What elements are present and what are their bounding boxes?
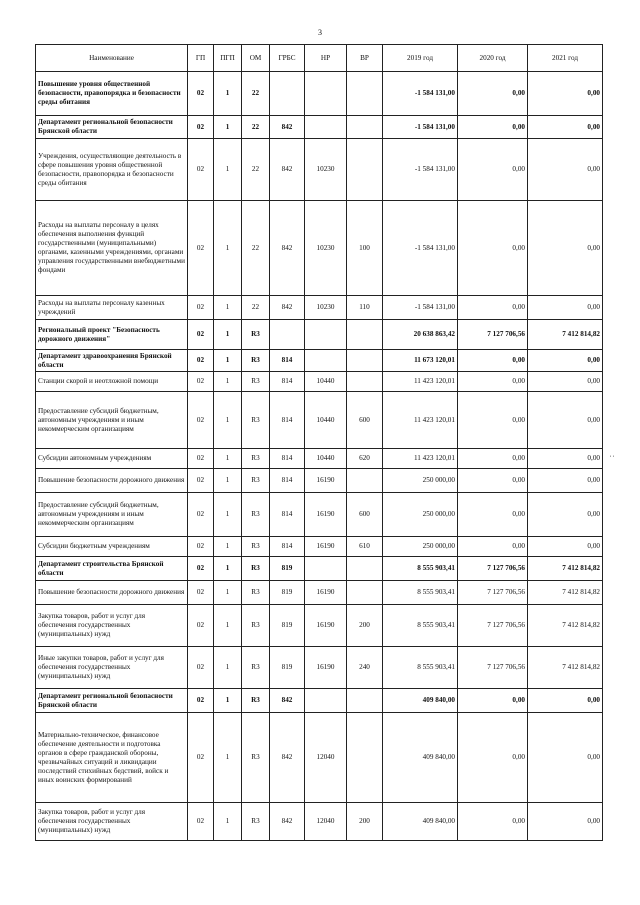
row-name: Субсидии автономным учреждениям (36, 449, 188, 469)
row-gp: 02 (188, 320, 214, 350)
row-gp: 02 (188, 605, 214, 647)
row-name: Предоставление субсидий бюджетным, автономным учреждениям и иным некоммерческим организациям (36, 493, 188, 537)
row-2019: 409 840,00 (383, 689, 458, 713)
row-nr (305, 557, 347, 581)
row-vr: 620 (347, 449, 383, 469)
page-number: 3 (318, 28, 322, 37)
row-pgp: 1 (214, 469, 242, 493)
row-gp: 02 (188, 139, 214, 201)
row-2021: 0,00 (528, 392, 603, 449)
row-2019: 11 673 120,01 (383, 350, 458, 372)
row-om: R3 (242, 320, 270, 350)
table-row (36, 647, 603, 689)
row-vr: 200 (347, 605, 383, 647)
row-name: Региональный проект "Безопасность дорожного движения" (36, 320, 188, 350)
table-row (36, 581, 603, 605)
row-grbs: 842 (270, 803, 305, 841)
row-2021: 0,00 (528, 116, 603, 139)
row-pgp: 1 (214, 296, 242, 320)
row-nr: 12040 (305, 803, 347, 841)
row-pgp: 1 (214, 557, 242, 581)
row-2019: 250 000,00 (383, 469, 458, 493)
row-2020: 0,00 (458, 537, 528, 557)
row-name: Учреждения, осуществляющие деятельность в сфере повышения уровня общественной безопасности, правопорядка и безопасности среды обитания (36, 139, 188, 201)
row-vr (347, 469, 383, 493)
row-2020: 0,00 (458, 116, 528, 139)
row-nr: 16190 (305, 581, 347, 605)
row-pgp: 1 (214, 581, 242, 605)
row-nr: 12040 (305, 713, 347, 803)
row-vr (347, 139, 383, 201)
row-vr (347, 72, 383, 116)
row-pgp: 1 (214, 139, 242, 201)
row-pgp: 1 (214, 537, 242, 557)
row-name: Повышение безопасности дорожного движения (36, 469, 188, 493)
row-om: 22 (242, 116, 270, 139)
row-2020: 7 127 706,56 (458, 557, 528, 581)
row-grbs: 814 (270, 372, 305, 392)
row-om: R3 (242, 803, 270, 841)
row-2019: 11 423 120,01 (383, 372, 458, 392)
row-om: R3 (242, 689, 270, 713)
row-2021: 0,00 (528, 537, 603, 557)
row-2020: 0,00 (458, 372, 528, 392)
row-om: R3 (242, 449, 270, 469)
row-gp: 02 (188, 647, 214, 689)
row-om: 22 (242, 72, 270, 116)
row-2020: 7 127 706,56 (458, 320, 528, 350)
table-row (36, 372, 603, 392)
table-row (36, 537, 603, 557)
row-2020: 7 127 706,56 (458, 647, 528, 689)
row-nr: 10230 (305, 139, 347, 201)
row-pgp: 1 (214, 493, 242, 537)
row-2019: -1 584 131,00 (383, 116, 458, 139)
row-2021: 0,00 (528, 139, 603, 201)
row-2021: 0,00 (528, 493, 603, 537)
row-2020: 0,00 (458, 392, 528, 449)
table-row (36, 449, 603, 469)
table-row (36, 72, 603, 116)
row-gp: 02 (188, 72, 214, 116)
row-2021: 7 412 814,82 (528, 647, 603, 689)
row-nr: 16190 (305, 469, 347, 493)
row-nr (305, 320, 347, 350)
row-om: R3 (242, 557, 270, 581)
row-pgp: 1 (214, 449, 242, 469)
table-row (36, 116, 603, 139)
row-gp: 02 (188, 372, 214, 392)
header-2019: 2019 год (383, 45, 458, 72)
row-2021: 0,00 (528, 713, 603, 803)
row-2021: 0,00 (528, 469, 603, 493)
row-vr: 600 (347, 493, 383, 537)
header-row (36, 45, 603, 72)
row-2019: -1 584 131,00 (383, 139, 458, 201)
row-2019: 11 423 120,01 (383, 449, 458, 469)
row-gp: 02 (188, 296, 214, 320)
row-2021: 7 412 814,82 (528, 581, 603, 605)
row-2020: 0,00 (458, 493, 528, 537)
row-grbs: 819 (270, 605, 305, 647)
header-2020: 2020 год (458, 45, 528, 72)
row-gp: 02 (188, 557, 214, 581)
row-gp: 02 (188, 350, 214, 372)
row-2019: 20 638 863,42 (383, 320, 458, 350)
row-gp: 02 (188, 201, 214, 296)
row-2020: 7 127 706,56 (458, 605, 528, 647)
row-vr: 100 (347, 201, 383, 296)
row-om: R3 (242, 493, 270, 537)
row-name: Предоставление субсидий бюджетным, автономным учреждениям и иным некоммерческим организациям (36, 392, 188, 449)
row-name: Закупка товаров, работ и услуг для обеспечения государственных (муниципальных) нужд (36, 803, 188, 841)
row-nr (305, 350, 347, 372)
row-name: Расходы на выплаты персоналу в целях обеспечения выполнения функций государственными (муниципальными) органами, казенными учреждениями, органами управления государственными внебюджетными фондами (36, 201, 188, 296)
row-gp: 02 (188, 803, 214, 841)
row-vr (347, 713, 383, 803)
row-vr (347, 581, 383, 605)
row-vr: 240 (347, 647, 383, 689)
row-om: R3 (242, 392, 270, 449)
row-vr (347, 116, 383, 139)
table-row (36, 392, 603, 449)
row-name: Материально-техническое, финансовое обеспечение деятельности и подготовка органов в сфере гражданской обороны, чрезвычайных ситуаций и ликвидации последствий стихийных бедствий, войск и иных воинских формирований (36, 713, 188, 803)
table-row (36, 350, 603, 372)
row-vr (347, 372, 383, 392)
row-2020: 0,00 (458, 296, 528, 320)
table-row (36, 320, 603, 350)
row-2019: 409 840,00 (383, 713, 458, 803)
row-2020: 0,00 (458, 449, 528, 469)
row-2020: 0,00 (458, 689, 528, 713)
row-nr: 10440 (305, 372, 347, 392)
row-name: Повышение уровня общественной безопасности, правопорядка и безопасности среды обитания (36, 72, 188, 116)
budget-table (35, 44, 603, 841)
row-2019: 409 840,00 (383, 803, 458, 841)
row-gp: 02 (188, 537, 214, 557)
table-row (36, 201, 603, 296)
row-2021: 7 412 814,82 (528, 320, 603, 350)
row-grbs: 819 (270, 581, 305, 605)
row-grbs: 842 (270, 713, 305, 803)
row-om: R3 (242, 713, 270, 803)
row-gp: 02 (188, 581, 214, 605)
row-2021: 0,00 (528, 201, 603, 296)
row-vr: 600 (347, 392, 383, 449)
row-2021: 0,00 (528, 689, 603, 713)
row-nr: 16190 (305, 647, 347, 689)
row-name: Иные закупки товаров, работ и услуг для обеспечения государственных (муниципальных) нужд (36, 647, 188, 689)
row-2020: 0,00 (458, 139, 528, 201)
row-pgp: 1 (214, 689, 242, 713)
row-om: R3 (242, 350, 270, 372)
row-name: Департамент региональной безопасности Брянской области (36, 689, 188, 713)
row-2021: 0,00 (528, 72, 603, 116)
row-2021: 0,00 (528, 296, 603, 320)
row-vr: 200 (347, 803, 383, 841)
row-gp: 02 (188, 392, 214, 449)
row-om: 22 (242, 139, 270, 201)
table-row (36, 557, 603, 581)
header-nr: НР (305, 45, 347, 72)
table-row (36, 296, 603, 320)
row-nr (305, 116, 347, 139)
row-2020: 0,00 (458, 713, 528, 803)
table-row (36, 689, 603, 713)
row-vr (347, 320, 383, 350)
row-2021: 0,00 (528, 449, 603, 469)
row-nr (305, 689, 347, 713)
row-vr (347, 350, 383, 372)
row-grbs (270, 320, 305, 350)
row-2020: 0,00 (458, 72, 528, 116)
row-grbs: 814 (270, 449, 305, 469)
row-pgp: 1 (214, 713, 242, 803)
row-grbs: 814 (270, 350, 305, 372)
row-nr: 16190 (305, 493, 347, 537)
row-2021: 0,00 (528, 372, 603, 392)
row-2019: 11 423 120,01 (383, 392, 458, 449)
table-row (36, 713, 603, 803)
table-row (36, 803, 603, 841)
row-2019: -1 584 131,00 (383, 72, 458, 116)
row-nr (305, 72, 347, 116)
row-nr: 16190 (305, 605, 347, 647)
row-grbs: 814 (270, 493, 305, 537)
row-grbs: 814 (270, 469, 305, 493)
table-row (36, 139, 603, 201)
row-nr: 10230 (305, 201, 347, 296)
row-2019: -1 584 131,00 (383, 201, 458, 296)
row-om: R3 (242, 605, 270, 647)
row-2021: 7 412 814,82 (528, 605, 603, 647)
row-grbs: 814 (270, 537, 305, 557)
row-name: Расходы на выплаты персоналу казенных учреждений (36, 296, 188, 320)
row-pgp: 1 (214, 372, 242, 392)
row-2019: 8 555 903,41 (383, 581, 458, 605)
row-gp: 02 (188, 713, 214, 803)
header-grbs: ГРБС (270, 45, 305, 72)
row-grbs: 819 (270, 647, 305, 689)
row-vr: 610 (347, 537, 383, 557)
row-gp: 02 (188, 116, 214, 139)
row-pgp: 1 (214, 72, 242, 116)
row-nr: 16190 (305, 537, 347, 557)
row-2019: 250 000,00 (383, 493, 458, 537)
row-2019: 8 555 903,41 (383, 557, 458, 581)
row-name: Закупка товаров, работ и услуг для обеспечения государственных (муниципальных) нужд (36, 605, 188, 647)
row-grbs: 842 (270, 139, 305, 201)
row-2021: 0,00 (528, 803, 603, 841)
row-2020: 0,00 (458, 201, 528, 296)
header-pgp: ПГП (214, 45, 242, 72)
row-om: 22 (242, 296, 270, 320)
table-row (36, 493, 603, 537)
row-grbs: 842 (270, 116, 305, 139)
row-2021: 0,00 (528, 350, 603, 372)
row-name: Департамент здравоохранения Брянской области (36, 350, 188, 372)
row-pgp: 1 (214, 116, 242, 139)
row-name: Департамент региональной безопасности Брянской области (36, 116, 188, 139)
row-om: R3 (242, 537, 270, 557)
header-gp: ГП (188, 45, 214, 72)
row-2019: 8 555 903,41 (383, 647, 458, 689)
row-name: Департамент строительства Брянской области (36, 557, 188, 581)
row-om: R3 (242, 372, 270, 392)
row-2020: 7 127 706,56 (458, 581, 528, 605)
row-gp: 02 (188, 469, 214, 493)
row-om: R3 (242, 647, 270, 689)
header-vr: ВР (347, 45, 383, 72)
row-pgp: 1 (214, 392, 242, 449)
table-row (36, 469, 603, 493)
header-om: ОМ (242, 45, 270, 72)
row-2021: 7 412 814,82 (528, 557, 603, 581)
table-row (36, 605, 603, 647)
row-pgp: 1 (214, 320, 242, 350)
row-grbs: 814 (270, 392, 305, 449)
row-om: R3 (242, 581, 270, 605)
row-grbs: 842 (270, 201, 305, 296)
row-pgp: 1 (214, 803, 242, 841)
row-nr: 10230 (305, 296, 347, 320)
row-pgp: 1 (214, 201, 242, 296)
row-name: Повышение безопасности дорожного движения (36, 581, 188, 605)
row-grbs: 842 (270, 689, 305, 713)
row-grbs: 819 (270, 557, 305, 581)
row-nr: 10440 (305, 449, 347, 469)
row-vr (347, 689, 383, 713)
row-gp: 02 (188, 689, 214, 713)
row-2020: 0,00 (458, 350, 528, 372)
row-gp: 02 (188, 493, 214, 537)
row-pgp: 1 (214, 647, 242, 689)
row-2019: 250 000,00 (383, 537, 458, 557)
row-vr (347, 557, 383, 581)
header-2021: 2021 год (528, 45, 603, 72)
row-om: 22 (242, 201, 270, 296)
row-pgp: 1 (214, 605, 242, 647)
row-om: R3 (242, 469, 270, 493)
row-vr: 110 (347, 296, 383, 320)
row-2020: 0,00 (458, 803, 528, 841)
row-grbs (270, 72, 305, 116)
header-name: Наименование (36, 45, 188, 72)
row-gp: 02 (188, 449, 214, 469)
margin-mark: : (608, 455, 617, 458)
row-grbs: 842 (270, 296, 305, 320)
row-name: Субсидии бюджетным учреждениям (36, 537, 188, 557)
row-nr: 10440 (305, 392, 347, 449)
row-name: Станции скорой и неотложной помощи (36, 372, 188, 392)
row-2019: 8 555 903,41 (383, 605, 458, 647)
row-2020: 0,00 (458, 469, 528, 493)
row-pgp: 1 (214, 350, 242, 372)
row-2019: -1 584 131,00 (383, 296, 458, 320)
